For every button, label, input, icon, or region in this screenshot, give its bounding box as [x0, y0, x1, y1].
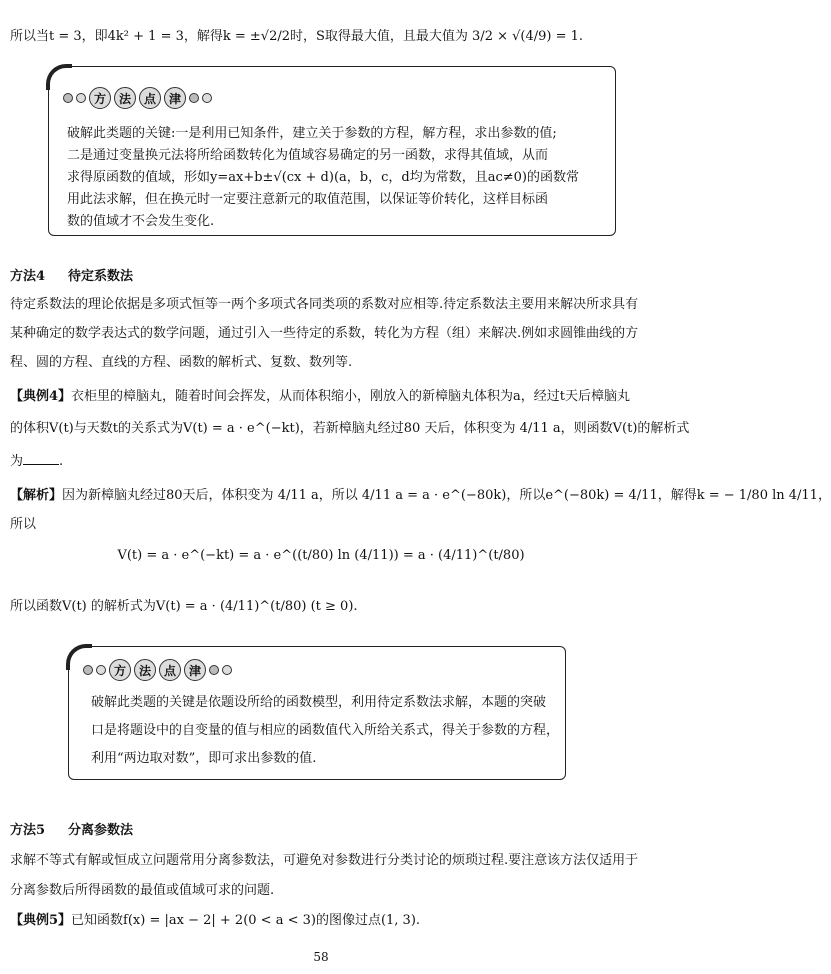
- example5-tag: 【典例5】: [10, 913, 72, 928]
- box1-line: 求得原函数的值域，形如y=ax+b±√(cx + d)(a，b，c，d均为常数，且ac≠0)的函数常: [67, 170, 579, 185]
- answer-blank: [23, 452, 59, 465]
- solution4-tag: 【解析】: [10, 488, 63, 503]
- example5-line: [10, 912, 632, 930]
- solution4-line: [10, 487, 831, 505]
- decor-dot-icon: [209, 665, 219, 675]
- box1-line: 用此法求解，但在换元时一定要注意新元的取值范围，以保证等价转化，这样目标函: [67, 192, 549, 207]
- example4-line: [10, 452, 632, 471]
- solution4-conclusion: 所以函数V(t) 的解析式为V(t) = a · (4/11)^(t/80) (t ≥ 0).: [10, 599, 358, 614]
- decor-dot-icon: [76, 93, 86, 103]
- method4-para-line: 程、圆的方程、直线的方程、函数的解析式、复数、数列等.: [10, 355, 353, 370]
- method4-number: 方法4: [10, 269, 46, 284]
- method-tip-box-2: [68, 646, 566, 780]
- method5-heading: [10, 822, 632, 840]
- badge-char: 法: [114, 87, 136, 109]
- method-tip-badge: [63, 87, 212, 109]
- method-tip-badge: [83, 659, 232, 681]
- example4-text: 衣柜里的樟脑丸，随着时间会挥发，从而体积缩小，刚放入的新樟脑丸体积为a，经过t天后樟脑丸: [71, 389, 631, 404]
- decor-dot-icon: [96, 665, 106, 675]
- badge-char: 法: [134, 659, 156, 681]
- top-line: 所以当t = 3，即4k² + 1 = 3，解得k = ±√2/2时，S取得最大值，且最大值为 3/2 × √(4/9) = 1.: [10, 29, 584, 44]
- badge-char: 点: [159, 659, 181, 681]
- badge-char: 点: [139, 87, 161, 109]
- badge-char: 方: [89, 87, 111, 109]
- example4-tag: 【典例4】: [10, 389, 72, 404]
- badge-char: 津: [164, 87, 186, 109]
- method5-title: 分离参数法: [68, 823, 134, 838]
- method-tip-box-1: [48, 66, 616, 236]
- solution4-formula: V(t) = a · e^(−kt) = a · e^((t/80) ln (4/11)) = a · (4/11)^(t/80): [117, 548, 525, 563]
- method4-para-line: 待定系数法的理论依据是多项式恒等一两个多项式各同类项的系数对应相等.待定系数法主要用来解决所求具有: [10, 297, 639, 312]
- box1-text: [67, 123, 579, 233]
- box2-line: 利用“两边取对数”，即可求出参数的值.: [91, 751, 317, 766]
- badge-char: 方: [109, 659, 131, 681]
- decor-dot-icon: [63, 93, 73, 103]
- method5-para-line: 分离参数后所得函数的最值或值域可求的问题.: [10, 883, 275, 898]
- method5-para-line: 求解不等式有解或恒成立问题常用分离参数法，可避免对参数进行分类讨论的烦琐过程.要注意该方法仅适用于: [10, 853, 639, 868]
- method5-number: 方法5: [10, 823, 46, 838]
- solution4-so: 所以: [10, 517, 37, 532]
- method4-heading: [10, 268, 632, 286]
- box1-line: 二是通过变量换元法将所给函数转化为值域容易确定的另一函数，求得其值域，从而: [67, 148, 549, 163]
- decor-dot-icon: [222, 665, 232, 675]
- box1-line: 数的值域才不会发生变化.: [67, 214, 215, 229]
- method4-para-line: 某种确定的数学表达式的数学问题，通过引入一些待定的系数，转化为方程（组）来解决.例如求圆锥曲线的方: [10, 326, 639, 341]
- example5-text: 已知函数f(x) = |ax − 2| + 2(0 < a < 3)的图像过点(1, 3).: [71, 913, 421, 928]
- method4-title: 待定系数法: [68, 269, 134, 284]
- example4-line: 的体积V(t)与天数t的关系式为V(t) = a · e^(−kt)，若新樟脑丸经过80 天后，体积变为 4/11 a，则函数V(t)的解析式: [10, 421, 690, 436]
- example4-text: 为: [10, 454, 24, 469]
- solution4-text: 因为新樟脑丸经过80天后，体积变为 4/11 a，所以 4/11 a = a · e^(−80k)，所以e^(−80k) = 4/11，解得k = − 1/80 ln 4/11，: [62, 488, 831, 503]
- decor-dot-icon: [189, 93, 199, 103]
- badge-char: 津: [184, 659, 206, 681]
- box1-line: 破解此类题的关键:一是利用已知条件，建立关于参数的方程，解方程，求出参数的值;: [67, 126, 557, 141]
- box2-line: 口是将题设中的自变量的值与相应的函数值代入所给关系式，得关于参数的方程，: [91, 723, 560, 738]
- decor-dot-icon: [83, 665, 93, 675]
- box2-text: [91, 689, 559, 773]
- page-number: 58: [313, 950, 329, 964]
- example4-end: .: [59, 454, 64, 469]
- example4-line: [10, 388, 632, 406]
- decor-dot-icon: [202, 93, 212, 103]
- box2-line: 破解此类题的关键是依题设所给的函数模型，利用待定系数法求解，本题的突破: [91, 695, 547, 710]
